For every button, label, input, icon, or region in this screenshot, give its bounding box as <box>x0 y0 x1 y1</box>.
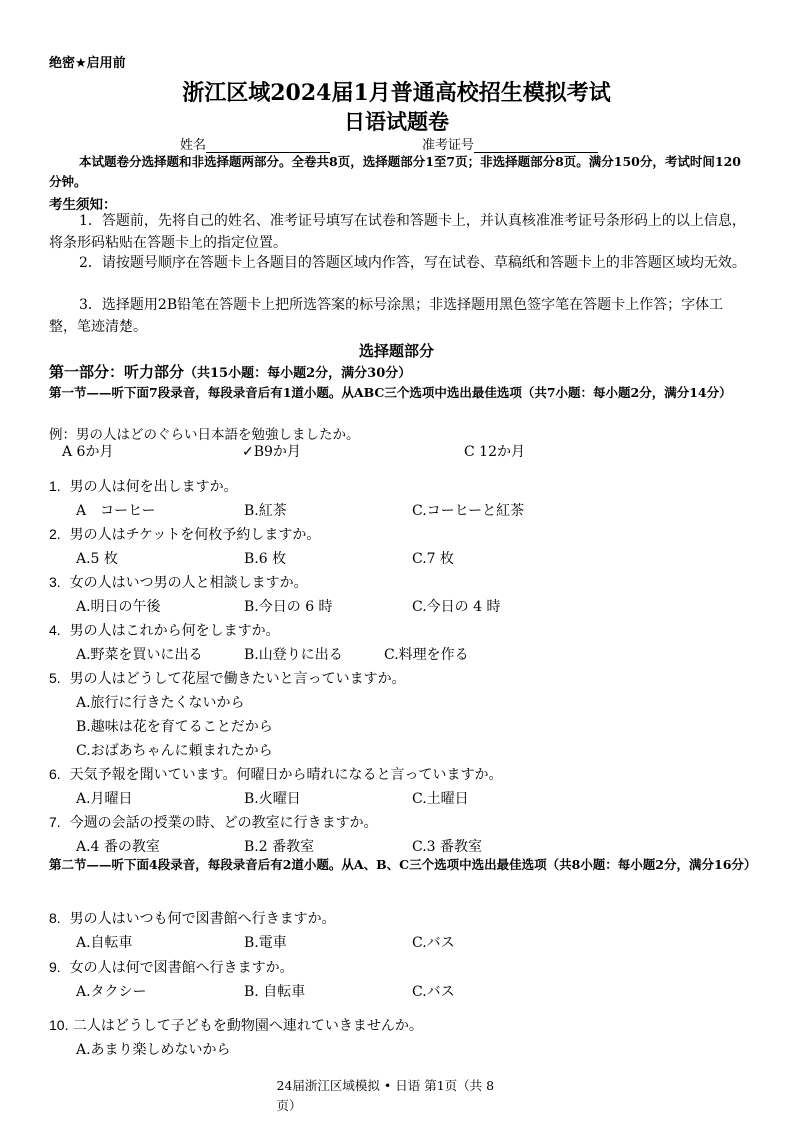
q9-option-b: B. 自転車 <box>244 984 306 1000</box>
q5-option-b: B.趣味は花を育てることだから <box>76 719 273 735</box>
question-5 <box>49 668 406 688</box>
question-number: 8. <box>49 910 61 926</box>
footer-text: 24届浙江区域模拟 • 日语 第1页（共 8 页） <box>276 1078 495 1113</box>
question-number: 9. <box>49 959 61 975</box>
example-option-b: ✓B9か月 <box>242 444 301 460</box>
q6-option-c: C.土曜日 <box>412 791 469 807</box>
section-title: 选择题部分 <box>358 342 434 360</box>
question-number: 1. <box>49 478 61 494</box>
question-text: 女の人はいつ男の人と相談しますか。 <box>69 575 308 591</box>
id-field[interactable] <box>422 134 598 153</box>
q8-option-b: B.電車 <box>244 935 287 951</box>
question-text: 男の人はこれから何をしますか。 <box>69 623 280 639</box>
exam-title: 浙江区域2024届1月普通高校招生模拟考试 <box>182 80 611 106</box>
q8-option-a: A.自転車 <box>76 935 133 951</box>
page-footer <box>0 1076 793 1116</box>
part1-info: （共15小题：每小题2分，满分30分） <box>184 366 412 381</box>
question-number: 4. <box>49 622 61 638</box>
q10-option-a: A.あまり楽しめないから <box>76 1042 231 1058</box>
question-text: 二人はどうして子どもを動物園へ連れていきませんか。 <box>72 1018 423 1034</box>
question-8 <box>49 908 336 928</box>
question-number: 5. <box>49 670 61 686</box>
question-text: 天気予報を聞いています。何曜日から晴れになると言っていますか。 <box>69 767 503 783</box>
part1-heading <box>49 361 411 382</box>
q6-option-a: A.月曜日 <box>76 791 133 807</box>
name-field[interactable] <box>180 134 330 153</box>
section2-instructions: 第二节——听下面4段录音，每段录音后有2道小题。从A、B、C三个选项中选出最佳选项（共8小题：每小题2分，满分16分） <box>49 857 757 872</box>
question-text: 男の人はどうして花屋で働きたいと言っていますか。 <box>69 671 406 687</box>
part1-title: 第一部分：听力部分 <box>49 363 185 381</box>
section1-instructions: 第一节——听下面7段录音，每段录音后有1道小题。从ABC三个选项中选出最佳选项（共7小题：每小题2分，满分14分） <box>49 385 732 400</box>
q3-option-b: B.今日の 6 時 <box>244 599 333 615</box>
q2-option-c: C.7 枚 <box>412 551 455 567</box>
q1-option-a: A コーヒー <box>76 503 156 519</box>
question-text: 女の人は何で図書館へ行きますか。 <box>69 960 294 976</box>
example-question: 例：男の人はどのぐらい日本語を勉強しましたか。 <box>49 427 360 443</box>
id-underline[interactable] <box>474 138 598 153</box>
example-option-c: C 12か月 <box>464 444 525 460</box>
example-option-a: A 6か月 <box>62 444 114 460</box>
question-number: 2. <box>49 526 61 542</box>
q8-option-c: C.バス <box>412 935 455 951</box>
question-number: 10. <box>49 1017 69 1033</box>
exam-subtitle: 日语试题卷 <box>344 109 449 134</box>
q3-option-a: A.明日の午後 <box>76 599 161 615</box>
notice-item-2: 2．请按题号顺序在答题卡上各题目的答题区域内作答，写在试卷、草稿纸和答题卡上的非答题区域均无效。 <box>79 255 746 271</box>
notice-heading: 考生须知： <box>49 197 117 213</box>
question-number: 3. <box>49 574 61 590</box>
q9-option-a: A.タクシー <box>76 984 147 1000</box>
question-2 <box>49 524 320 544</box>
q3-option-c: C.今日の 4 時 <box>412 599 501 615</box>
q4-option-a: A.野菜を買いに出る <box>76 647 203 663</box>
question-6 <box>49 764 502 784</box>
question-3 <box>49 572 308 592</box>
q7-option-a: A.4 番の教室 <box>76 839 160 855</box>
name-underline[interactable] <box>206 138 330 153</box>
question-text: 今週の会話の授業の時、どの教室に行きますか。 <box>69 815 378 831</box>
q5-option-a: A.旅行に行きたくないから <box>76 695 245 711</box>
q7-option-c: C.3 番教室 <box>412 839 483 855</box>
q5-option-c: C.おばあちゃんに頼まれたから <box>76 743 273 759</box>
question-number: 6. <box>49 766 61 782</box>
question-4 <box>49 620 280 640</box>
intro-text: 本试题卷分选择题和非选择题两部分。全卷共8页，选择题部分1至7页；非选择题部分8页。满分150分，考试时间120分钟。 <box>49 154 741 189</box>
q4-option-c: C.料理を作る <box>384 647 469 663</box>
question-text: 男の人は何を出しますか。 <box>69 479 238 495</box>
q2-option-b: B.6 枚 <box>244 551 287 567</box>
question-10 <box>49 1015 423 1035</box>
q4-option-b: B.山登りに出る <box>244 647 343 663</box>
question-7 <box>49 812 378 832</box>
q9-option-c: C.バス <box>412 984 455 1000</box>
name-label: 姓名 <box>180 138 207 153</box>
question-1 <box>49 476 238 496</box>
notice-item-3: 3．选择题用2B铅笔在答题卡上把所选答案的标号涂黑；非选择题用黑色签字笔在答题卡上作答；字体工整，笔迹清楚。 <box>49 297 724 335</box>
question-text: 男の人はいつも何で図書館へ行きますか。 <box>69 911 336 927</box>
question-number: 7. <box>49 814 61 830</box>
confidential-label: 绝密★启用前 <box>49 56 126 71</box>
notice-item-1: 1．答题前，先将自己的姓名、准考证号填写在试卷和答题卡上，并认真核准准考证号条形码上的以上信息，将条形码粘贴在答题卡上的指定位置。 <box>49 213 746 251</box>
q6-option-b: B.火曜日 <box>244 791 301 807</box>
question-9 <box>49 957 294 977</box>
question-text: 男の人はチケットを何枚予約しますか。 <box>69 527 321 543</box>
q1-option-b: B.紅茶 <box>244 503 287 519</box>
q7-option-b: B.2 番教室 <box>244 839 315 855</box>
q2-option-a: A.5 枚 <box>76 551 118 567</box>
q1-option-c: C.コーヒーと紅茶 <box>412 503 525 519</box>
id-label: 准考证号 <box>422 138 475 153</box>
